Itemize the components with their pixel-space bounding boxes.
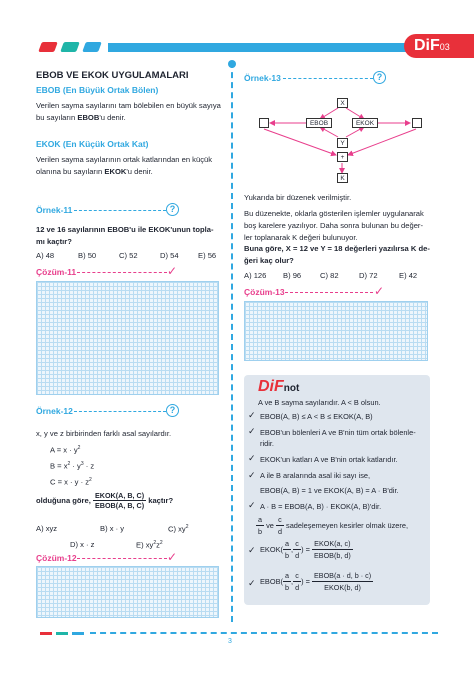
solution-11-workspace[interactable]: [36, 281, 219, 395]
tick-icon: ✓: [248, 500, 256, 510]
note-item-8: EBOB( $\frac{a}{b}$ , $\frac{c}{d}$ ) = $\frac{\text{EBOB(a · d, b · c)}}{\text{EKOK(b, d)}}$: [260, 571, 372, 592]
question-icon: ?: [166, 203, 179, 216]
ex12-option-e[interactable]: E) $xy^2z^2$: [136, 540, 163, 550]
ex11-option-b[interactable]: B) 50: [78, 251, 97, 260]
tick-icon: ✓: [248, 426, 256, 436]
solution-13-label: Çözüm-13: [244, 287, 285, 297]
tick-icon: ✓: [248, 578, 256, 588]
diagram-box-ebob: EBOB: [306, 118, 332, 128]
example-11-rule: [74, 210, 166, 211]
section-title: EBOB VE EKOK UYGULAMALARI: [36, 70, 189, 81]
tick-icon: ✓: [248, 545, 256, 555]
diagram-box-y: Y: [337, 138, 348, 148]
footer-decor-blue: [72, 632, 84, 635]
ex13-option-c[interactable]: C) 82: [320, 271, 339, 280]
ex11-option-c[interactable]: C) 52: [119, 251, 138, 260]
difnot-logo: DiFnot: [258, 378, 300, 395]
ebob-definition: Verilen sayma sayılarını tam bölebilen en büyük sayıya bu sayıların EBOB'u denir.: [36, 101, 221, 122]
note-intro: A ve B sayma sayılarıdır. A < B olsun.: [258, 398, 381, 407]
expr-c: $C = x \cdot y \cdot z^2$: [50, 477, 92, 487]
example-13-label: Örnek-13: [244, 73, 281, 83]
diagram-empty-box-right[interactable]: [412, 118, 422, 128]
check-icon: ✓: [167, 264, 178, 278]
solution-12-label: Çözüm-12: [36, 553, 77, 563]
header-decor-red: [38, 42, 58, 52]
note-item-2: EBOB'un bölenleri A ve B'nin tüm ortak bölenle- ridir.: [260, 428, 416, 448]
diagram-box-k: K: [337, 173, 348, 183]
ekok-definition: Verilen sayma sayılarının ortak katlarından en küçük olanına bu sayıların EKOK'u denir.: [36, 155, 213, 176]
footer-decor-teal: [56, 632, 68, 635]
tick-icon: ✓: [248, 453, 256, 463]
diagram-box-plus: +: [337, 152, 348, 162]
ex13-option-b[interactable]: B) 96: [283, 271, 302, 280]
tick-icon: ✓: [248, 470, 256, 480]
question-icon: ?: [166, 404, 179, 417]
expr-b: $B = x^2 \cdot y^3 \cdot z$: [50, 461, 95, 471]
example-11-question: 12 ve 16 sayılarının EBOB'u ile EKOK'unun topla- mı kaçtır?: [36, 225, 214, 246]
ex12-option-a[interactable]: A) xyz: [36, 524, 58, 533]
example-11-label: Örnek-11: [36, 205, 73, 215]
note-item-7: EKOK( $\frac{a}{b}$ , $\frac{c}{d}$ ) = $\frac{\text{EKOK(a, c)}}{\text{EBOB(b, d)}}$: [260, 539, 351, 560]
question-icon: ?: [373, 71, 386, 84]
tick-icon: ✓: [248, 410, 256, 420]
example-12-intro: x, y ve z birbirinden farklı asal sayılardır.: [36, 429, 172, 438]
diagram-empty-box-left[interactable]: [259, 118, 269, 128]
ex12-option-c[interactable]: C) $xy^2$: [168, 524, 189, 534]
solution-11-label: Çözüm-11: [36, 267, 77, 277]
check-icon: ✓: [167, 550, 178, 564]
ex12-option-d[interactable]: D) x · z: [70, 540, 95, 549]
example-12-label: Örnek-12: [36, 406, 73, 416]
ekok-heading: EKOK (En Küçük Ortak Kat): [36, 139, 149, 149]
ex11-option-d[interactable]: D) 54: [160, 251, 179, 260]
ex13-option-d[interactable]: D) 72: [359, 271, 378, 280]
example-12-rule: [74, 411, 166, 412]
example-13-question: Buna göre, X = 12 ve Y = 18 değerleri yazılırsa K de- ğeri kaç olur?: [244, 244, 430, 265]
ex13-option-e[interactable]: E) 42: [399, 271, 418, 280]
ex11-option-a[interactable]: A) 48: [36, 251, 55, 260]
note-item-4: A ile B aralarında asal iki sayı ise, EBOB(A, B) = 1 ve EKOK(A, B) = A · B'dir.: [260, 471, 399, 495]
diagram-box-x: X: [337, 98, 348, 108]
example-12-question: olduğuna göre, $\frac{\text{EKOK(A, B, C)}}{\text{EBOB(A, B, C)}}$ kaçtır?: [36, 491, 174, 510]
column-divider: [231, 62, 233, 622]
solution-12-rule: [77, 558, 167, 559]
header-logo: DiF03: [404, 34, 474, 58]
footer-rule: [90, 632, 438, 634]
note-item-3: EKOK'un katları A ve B'nin ortak katlarıdır.: [260, 455, 398, 464]
solution-13-rule: [285, 292, 373, 293]
ebob-heading: EBOB (En Büyük Ortak Bölen): [36, 85, 159, 95]
example-13-p1: Yukarıda bir düzenek verilmiştir.: [244, 193, 352, 202]
example-13-rule: [283, 78, 373, 79]
header-decor-teal: [60, 42, 80, 52]
check-icon: ✓: [374, 284, 385, 298]
note-item-1: EBOB(A, B) ≤ A < B ≤ EKOK(A, B): [260, 412, 373, 421]
footer-decor-red: [40, 632, 52, 635]
note-item-6: $\frac{a}{b}$ ve $\frac{c}{d}$ sadeleşemeyen kesirler olmak üzere,: [258, 515, 408, 536]
page-number: 3: [228, 638, 232, 645]
note-item-5: A · B = EBOB(A, B) · EKOK(A, B)'dir.: [260, 502, 382, 511]
solution-13-workspace[interactable]: [244, 301, 428, 361]
ex12-option-b[interactable]: B) x · y: [100, 524, 125, 533]
ex11-option-e[interactable]: E) 56: [198, 251, 217, 260]
ex13-option-a[interactable]: A) 126: [244, 271, 267, 280]
diagram-box-ekok: EKOK: [352, 118, 378, 128]
header-decor-blue: [82, 42, 102, 52]
example-13-p2: Bu düzenekte, oklarla gösterilen işlemler uygulanarak boş karelere yazılıyor. Daha sonra bulunan bu değer- ler toplanarak K değeri bulunuyor.: [244, 209, 424, 242]
solution-11-rule: [77, 272, 167, 273]
expr-a: $A = x \cdot y^2$: [50, 445, 81, 455]
solution-12-workspace[interactable]: [36, 566, 219, 618]
